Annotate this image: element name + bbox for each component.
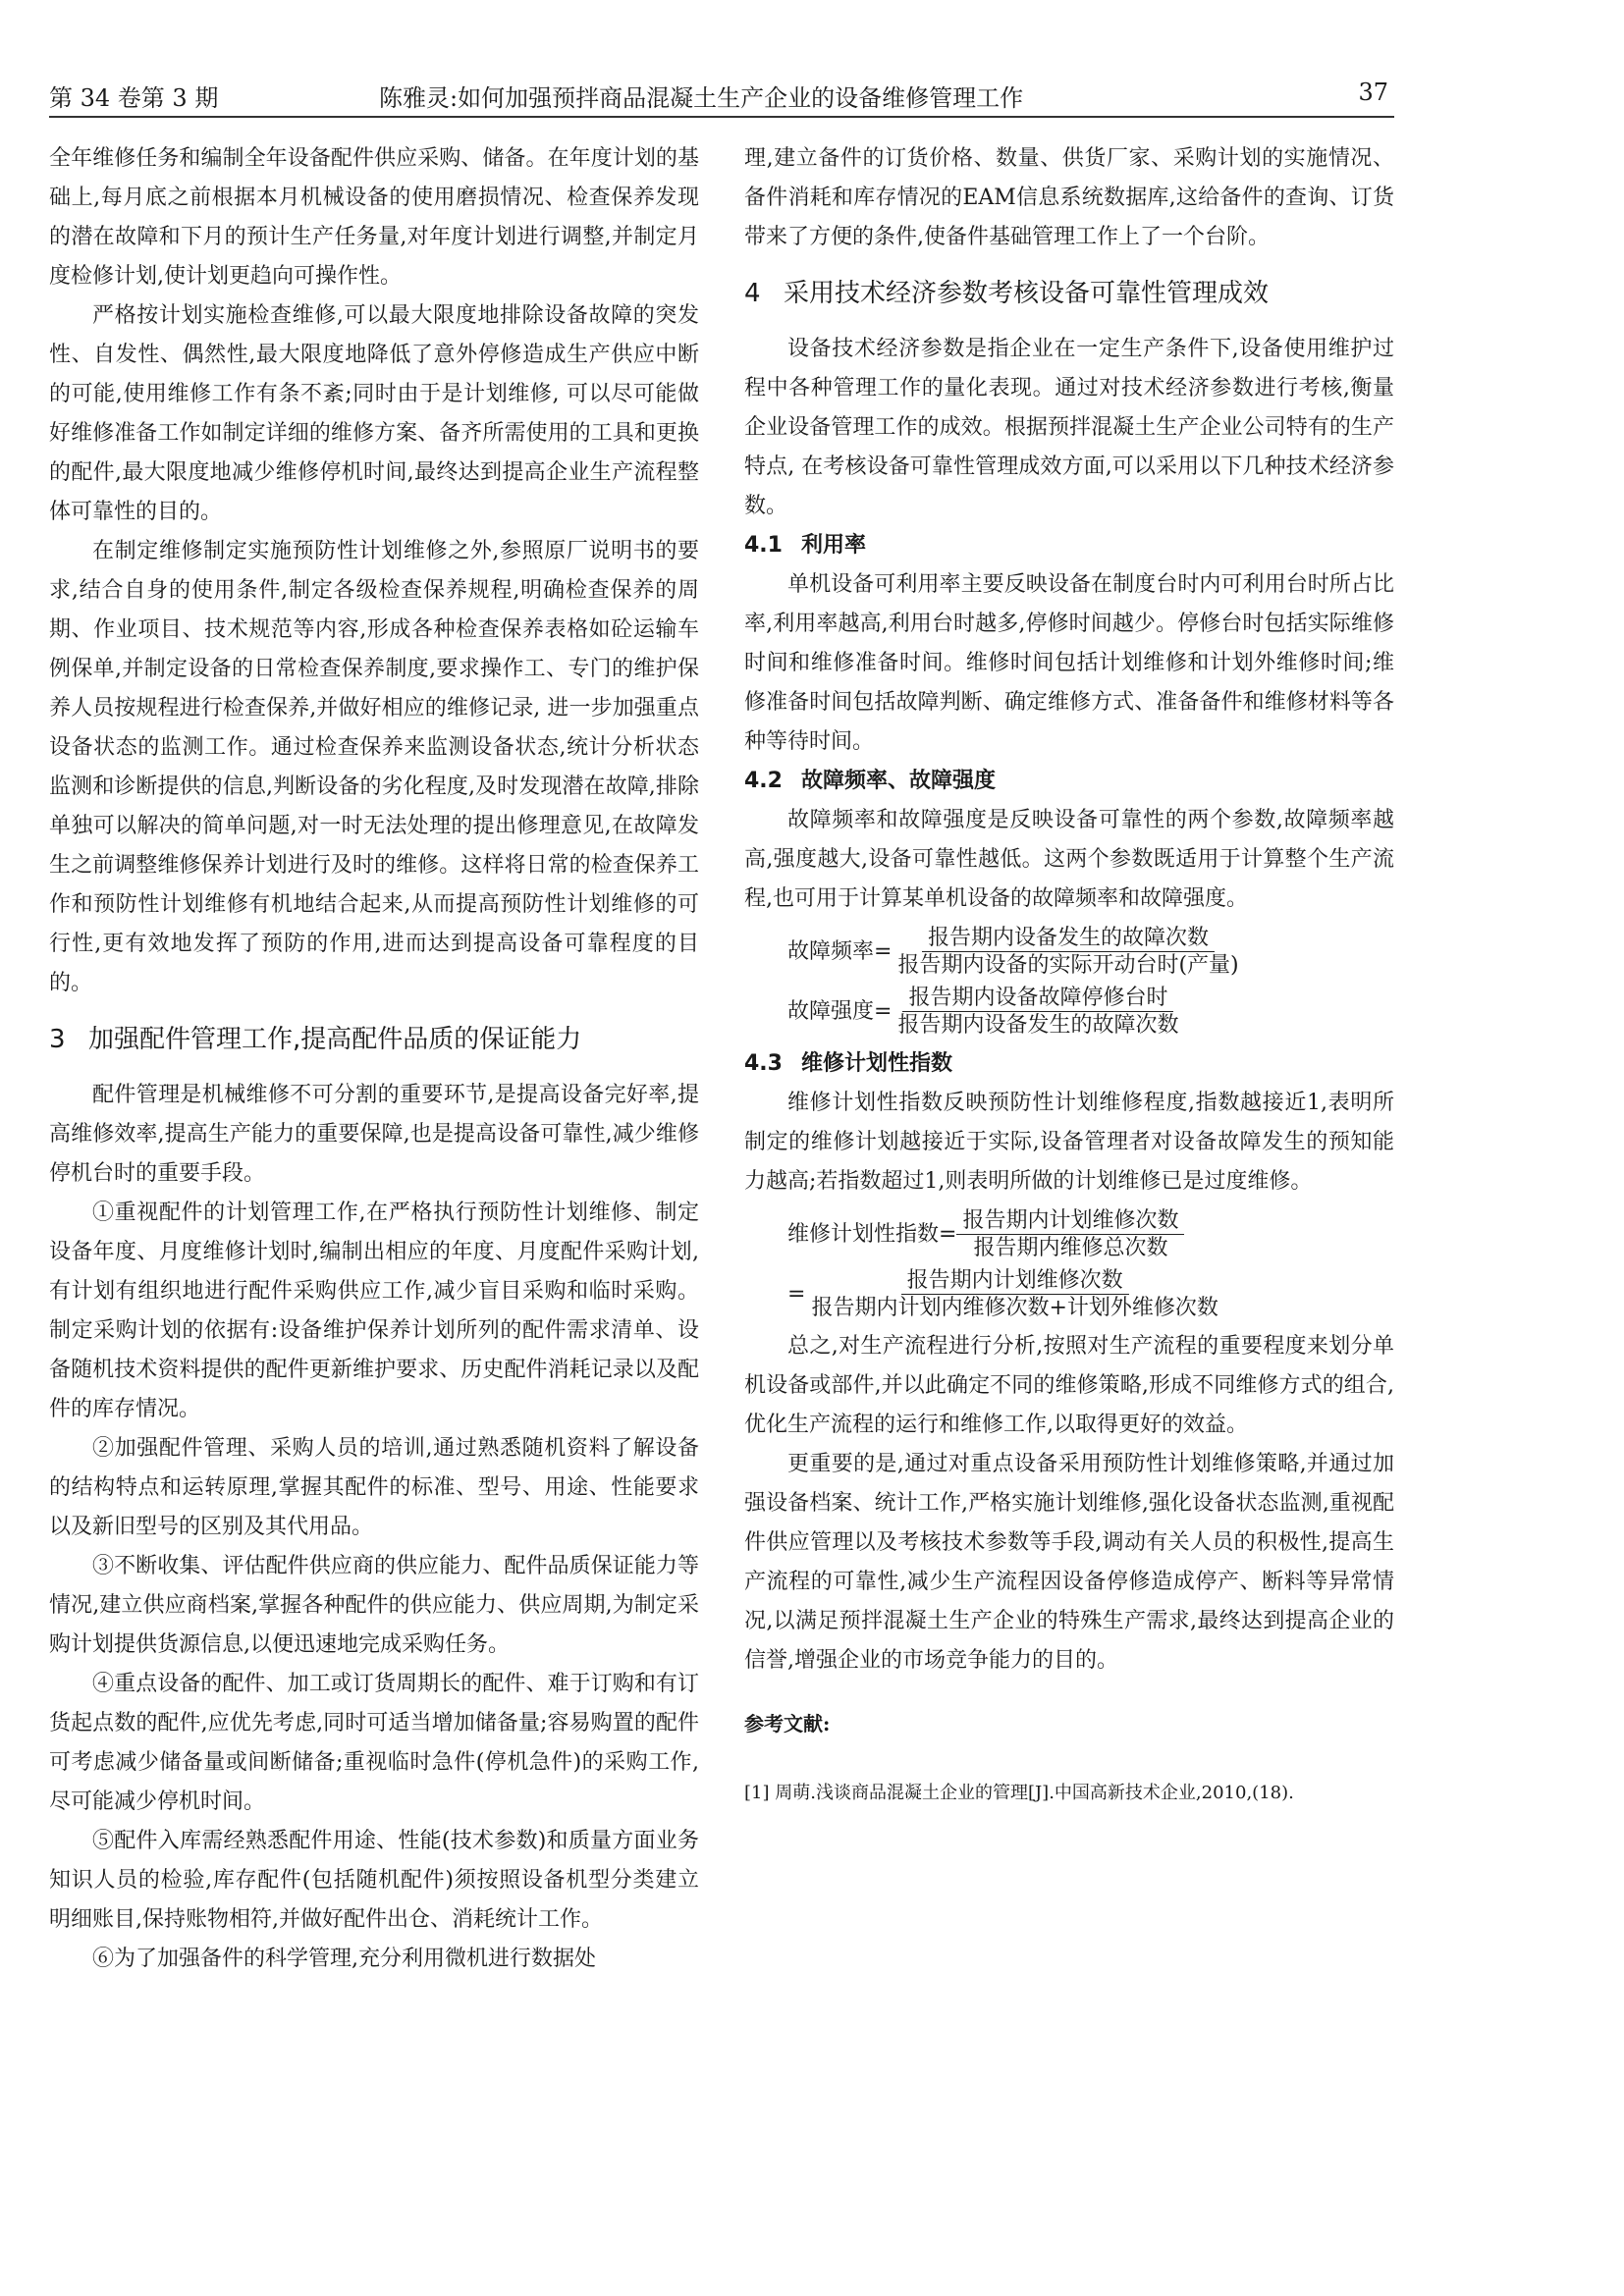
paragraph: 单机设备可利用率主要反映设备在制度台时内可利用台时所占比率,利用率越高,利用台时越多,停修时间越少。停修台时包括实际维修时间和维修准备时间。维修时间包括计划维修和计划外维修时间;维修准备时间包括故障判断、确定维修方式、准备备件和维修材料等各种等待时间。 [744,572,1394,754]
paragraph: 在制定维修制定实施预防性计划维修之外,参照原厂说明书的要求,结合自身的使用条件,制定各级检查保养规程,明确检查保养的周期、作业项目、技术规范等内容,形成各种检查保养表格如砼运输车例保单,并制定设备的日常检查保养制度,要求操作工、专门的维护保养人员按规程进行检查保养,并做好相应的维修记录, 进一步加强重点设备状态的监测工作。通过检查保养来监测设备状态,统计分析状态监测和诊断提供的信息,判断设备的劣化程度,及时发现潜在故障,排除单独可以解决的简单问题,对一时无法处理的提出修理意见,在故障发生之前调整维修保养计划进行及时的维修。这样将日常的检查保养工作和预防性计划维修有机地结合起来,从而提高预防性计划维修的可行性,更有效地发挥了预防的作用,进而达到提高设备可靠程度的目的。 [49,539,699,995]
journal-issue: 第 34 卷第 3 期 [49,84,219,112]
numerator: 报告期内计划维修次数 [956,1207,1184,1235]
paragraph: 配件管理是机械维修不可分割的重要环节,是提高设备完好率,提高维修效率,提高生产能力的重要保障,也是提高设备可靠性,减少维修停机台时的重要手段。 [49,1083,699,1186]
right-column [744,139,1394,1808]
paragraph: ②加强配件管理、采购人员的培训,通过熟悉随机资料了解设备的结构特点和运转原理,掌握其配件的标准、型号、用途、性能要求以及新旧型号的区别及其代用品。 [49,1436,699,1539]
subsection-heading-4-2 [744,762,1394,801]
subsection-heading-4-3 [744,1044,1394,1084]
formula-maintenance-plan-index [787,1207,1394,1261]
formula-maintenance-plan-index-expanded [787,1267,1394,1321]
paragraph: 故障频率和故障强度是反映设备可靠性的两个参数,故障频率越高,强度越大,设备可靠性越低。这两个参数既适用于计算整个生产流程,也可用于计算某单机设备的故障频率和故障强度。 [744,808,1394,911]
paragraph: 严格按计划实施检查维修,可以最大限度地排除设备故障的突发性、自发性、偶然性,最大限度地降低了意外停修造成生产供应中断的可能,使用维修工作有条不紊;同时由于是计划维修, 可以尽可能做好维修准备工作如制定详细的维修方案、备齐所需使用的工具和更换的配件,最大限度地减少维修停机时间,最终达到提高企业生产流程整体可靠性的目的。 [49,303,699,524]
section-number: 3 [49,1025,66,1054]
paragraph: ⑥为了加强备件的科学管理,充分利用微机进行数据处 [92,1947,596,1971]
subsection-number: 4.2 [744,769,783,793]
paragraph: 设备技术经济参数是指企业在一定生产条件下,设备使用维护过程中各种管理工作的量化表现。通过对技术经济参数进行考核,衡量企业设备管理工作的成效。根据预拌混凝土生产企业公司特有的生产特点, 在考核设备可靠性管理成效方面,可以采用以下几种技术经济参数。 [744,337,1394,518]
subsection-number: 4.3 [744,1051,783,1076]
formula-lhs: = [787,1282,806,1307]
reference-item: [1] 周萌.浅谈商品混凝土企业的管理[J].中国高新技术企业,2010,(18). [744,1783,1294,1803]
paragraph: ③不断收集、评估配件供应商的供应能力、配件品质保证能力等情况,建立供应商档案,掌握各种配件的供应能力、供应周期,为制定采购计划提供货源信息,以便迅速地完成采购任务。 [49,1554,699,1657]
denominator: 报告期内设备发生的故障次数 [897,1013,1179,1038]
fraction [892,985,1184,1039]
section-number: 4 [744,279,761,308]
subsection-number: 4.1 [744,533,783,558]
subsection-title: 故障频率、故障强度 [801,769,997,793]
formula-failure-intensity [787,985,1394,1039]
denominator: 报告期内维修总次数 [973,1236,1168,1260]
page-number: 37 [1358,79,1388,106]
running-title: 陈雅灵:如何加强预拌商品混凝土生产企业的设备维修管理工作 [379,84,1024,112]
references-heading: 参考文献: [744,1712,831,1735]
left-column [49,139,699,1979]
section-title: 采用技术经济参数考核设备可靠性管理成效 [784,279,1270,308]
paragraph: ①重视配件的计划管理工作,在严格执行预防性计划维修、制定设备年度、月度维修计划时,编制出相应的年度、月度配件采购计划,有计划有组织地进行配件采购供应工作,减少盲目采购和临时采购。制定采购计划的依据有:设备维护保养计划所列的配件需求清单、设备随机技术资料提供的配件更新维护要求、历史配件消耗记录以及配件的库存情况。 [49,1201,699,1421]
section-heading-4 [744,271,1394,316]
paragraph: 全年维修任务和编制全年设备配件供应采购、储备。在年度计划的基础上,每月底之前根据本月机械设备的使用磨损情况、检查保养发现的潜在故障和下月的预计生产任务量,对年度计划进行调整,并制定月度检修计划,使计划更趋向可操作性。 [49,146,699,289]
paragraph: 总之,对生产流程进行分析,按照对生产流程的重要程度来划分单机设备或部件,并以此确定不同的维修策略,形成不同维修方式的组合,优化生产流程的运行和维修工作,以取得更好的效益。 [744,1334,1394,1437]
running-header [49,77,1394,118]
formula-lhs: 故障强度= [787,999,893,1024]
fraction [956,1207,1184,1261]
subsection-title: 利用率 [801,533,867,558]
denominator: 报告期内计划内维修次数+计划外维修次数 [811,1296,1218,1320]
numerator: 报告期内设备故障停修台时 [902,985,1173,1012]
denominator: 报告期内设备的实际开动台时(产量) [897,953,1239,978]
paragraph: 理,建立备件的订货价格、数量、供货厂家、采购计划的实施情况、备件消耗和库存情况的EAM信息系统数据库,这给备件的查询、订货带来了方便的条件,使备件基础管理工作上了一个台阶。 [744,146,1394,249]
section-title: 加强配件管理工作,提高配件品质的保证能力 [88,1025,582,1054]
fraction [805,1267,1223,1321]
subsection-title: 维修计划性指数 [801,1051,953,1076]
paragraph: ⑤配件入库需经熟悉配件用途、性能(技术参数)和质量方面业务知识人员的检验,库存配件(包括随机配件)须按照设备机型分类建立明细账目,保持账物相符,并做好配件出仓、消耗统计工作。 [49,1829,699,1932]
subsection-heading-4-1 [744,526,1394,565]
fraction [892,925,1244,979]
numerator: 报告期内设备发生的故障次数 [922,925,1215,952]
formula-failure-frequency [787,925,1394,979]
paragraph: ④重点设备的配件、加工或订货周期长的配件、难于订购和有订货起点数的配件,应优先考虑,同时可适当增加储备量;容易购置的配件可考虑减少储备量或间断储备;重视临时急件(停机急件)的采购工作,尽可能减少停机时间。 [49,1672,699,1814]
paragraph: 维修计划性指数反映预防性计划维修程度,指数越接近1,表明所制定的维修计划越接近于实际,设备管理者对设备故障发生的预知能力越高;若指数超过1,则表明所做的计划维修已是过度维修。 [744,1091,1394,1194]
formula-lhs: 维修计划性指数= [787,1222,957,1247]
section-heading-3 [49,1017,699,1062]
numerator: 报告期内计划维修次数 [901,1267,1129,1295]
paragraph: 更重要的是,通过对重点设备采用预防性计划维修策略,并通过加强设备档案、统计工作,严格实施计划维修,强化设备状态监测,重视配件供应管理以及考核技术参数等手段,调动有关人员的积极性,提高生产流程的可靠性,减少生产流程因设备停修造成停产、断料等异常情况,以满足预拌混凝土生产企业的特殊生产需求,最终达到提高企业的信誉,增强企业的市场竞争能力的目的。 [744,1452,1394,1673]
formula-lhs: 故障频率= [787,939,893,964]
